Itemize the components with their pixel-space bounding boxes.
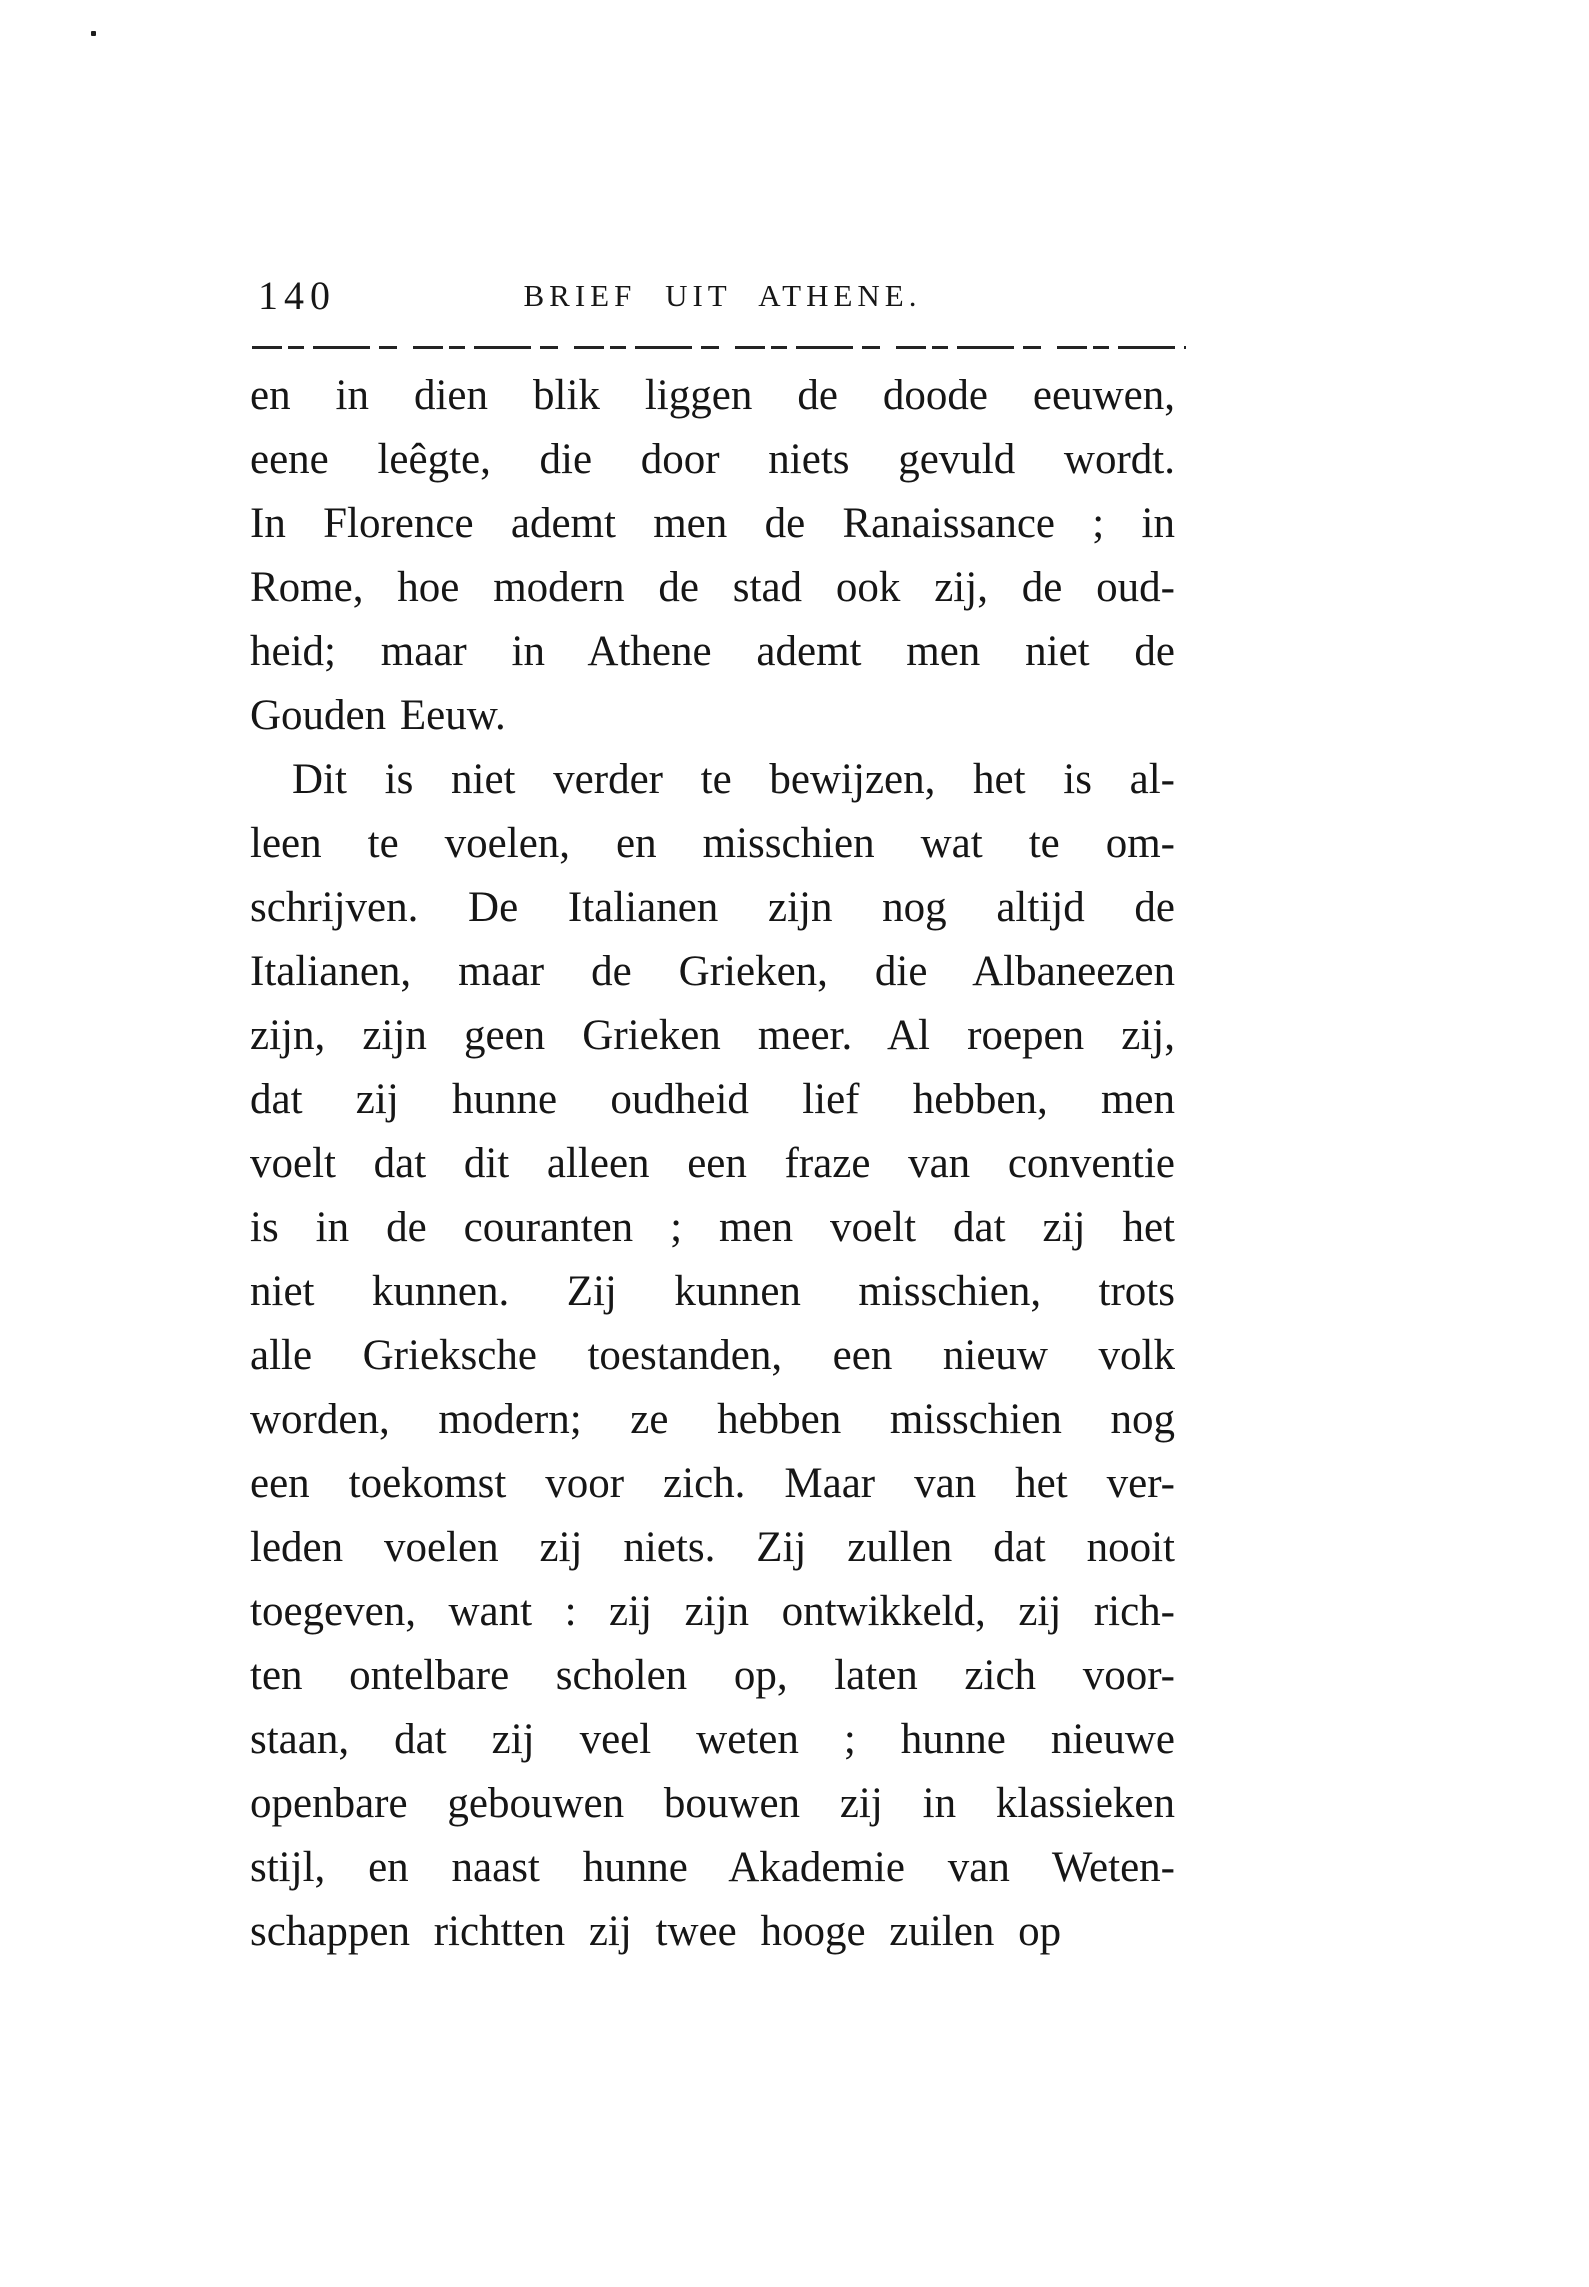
text-line: staan, dat zij veel weten ; hunne nieuwe bbox=[250, 1716, 1175, 1763]
text-block bbox=[250, 364, 1175, 1964]
text-line: schrijven. De Italianen zijn nog altijd de bbox=[250, 884, 1175, 931]
text-line: en in dien blik liggen de doode eeuwen, bbox=[250, 372, 1175, 419]
text-line: voelt dat dit alleen een fraze van conventie bbox=[250, 1140, 1175, 1187]
text-line: zijn, zijn geen Grieken meer. Al roepen zij, bbox=[250, 1012, 1175, 1059]
text-line: alle Grieksche toestanden, een nieuw volk bbox=[250, 1332, 1175, 1379]
text-line: stijl, en naast hunne Akademie van Weten- bbox=[250, 1844, 1175, 1891]
text-line: leden voelen zij niets. Zij zullen dat nooit bbox=[250, 1524, 1175, 1571]
text-line: is in de couranten ; men voelt dat zij het bbox=[250, 1204, 1175, 1251]
page-header bbox=[250, 270, 1175, 316]
text-line: toegeven, want : zij zijn ontwikkeld, zij rich- bbox=[250, 1588, 1175, 1635]
text-line: een toekomst voor zich. Maar van het ver- bbox=[250, 1460, 1175, 1507]
text-line: Rome, hoe modern de stad ook zij, de oud- bbox=[250, 564, 1175, 611]
text-line: Gouden Eeuw. bbox=[250, 692, 506, 739]
text-line: ten ontelbare scholen op, laten zich voor- bbox=[250, 1652, 1175, 1699]
text-line: openbare gebouwen bouwen zij in klassieken bbox=[250, 1780, 1175, 1827]
text-line: schappen richtten zij twee hooge zuilen op bbox=[250, 1908, 1062, 1955]
text-line: Dit is niet verder te bewijzen, het is al- bbox=[292, 756, 1175, 803]
text-line: eene leêgte, die door niets gevuld wordt. bbox=[250, 436, 1175, 483]
text-line: Italianen, maar de Grieken, die Albaneezen bbox=[250, 948, 1175, 995]
text-line: niet kunnen. Zij kunnen misschien, trots bbox=[250, 1268, 1175, 1315]
header-rule bbox=[252, 346, 1186, 349]
text-line: worden, modern; ze hebben misschien nog bbox=[250, 1396, 1175, 1443]
running-title: BRIEF UIT ATHENE. bbox=[523, 278, 922, 313]
ink-speck bbox=[91, 31, 96, 36]
text-line: leen te voelen, en misschien wat te om- bbox=[250, 820, 1175, 867]
text-line: In Florence ademt men de Ranaissance ; in bbox=[250, 500, 1175, 547]
text-line: heid; maar in Athene ademt men niet de bbox=[250, 628, 1175, 675]
text-line: dat zij hunne oudheid lief hebben, men bbox=[250, 1076, 1175, 1123]
page-number: 140 bbox=[258, 273, 336, 318]
